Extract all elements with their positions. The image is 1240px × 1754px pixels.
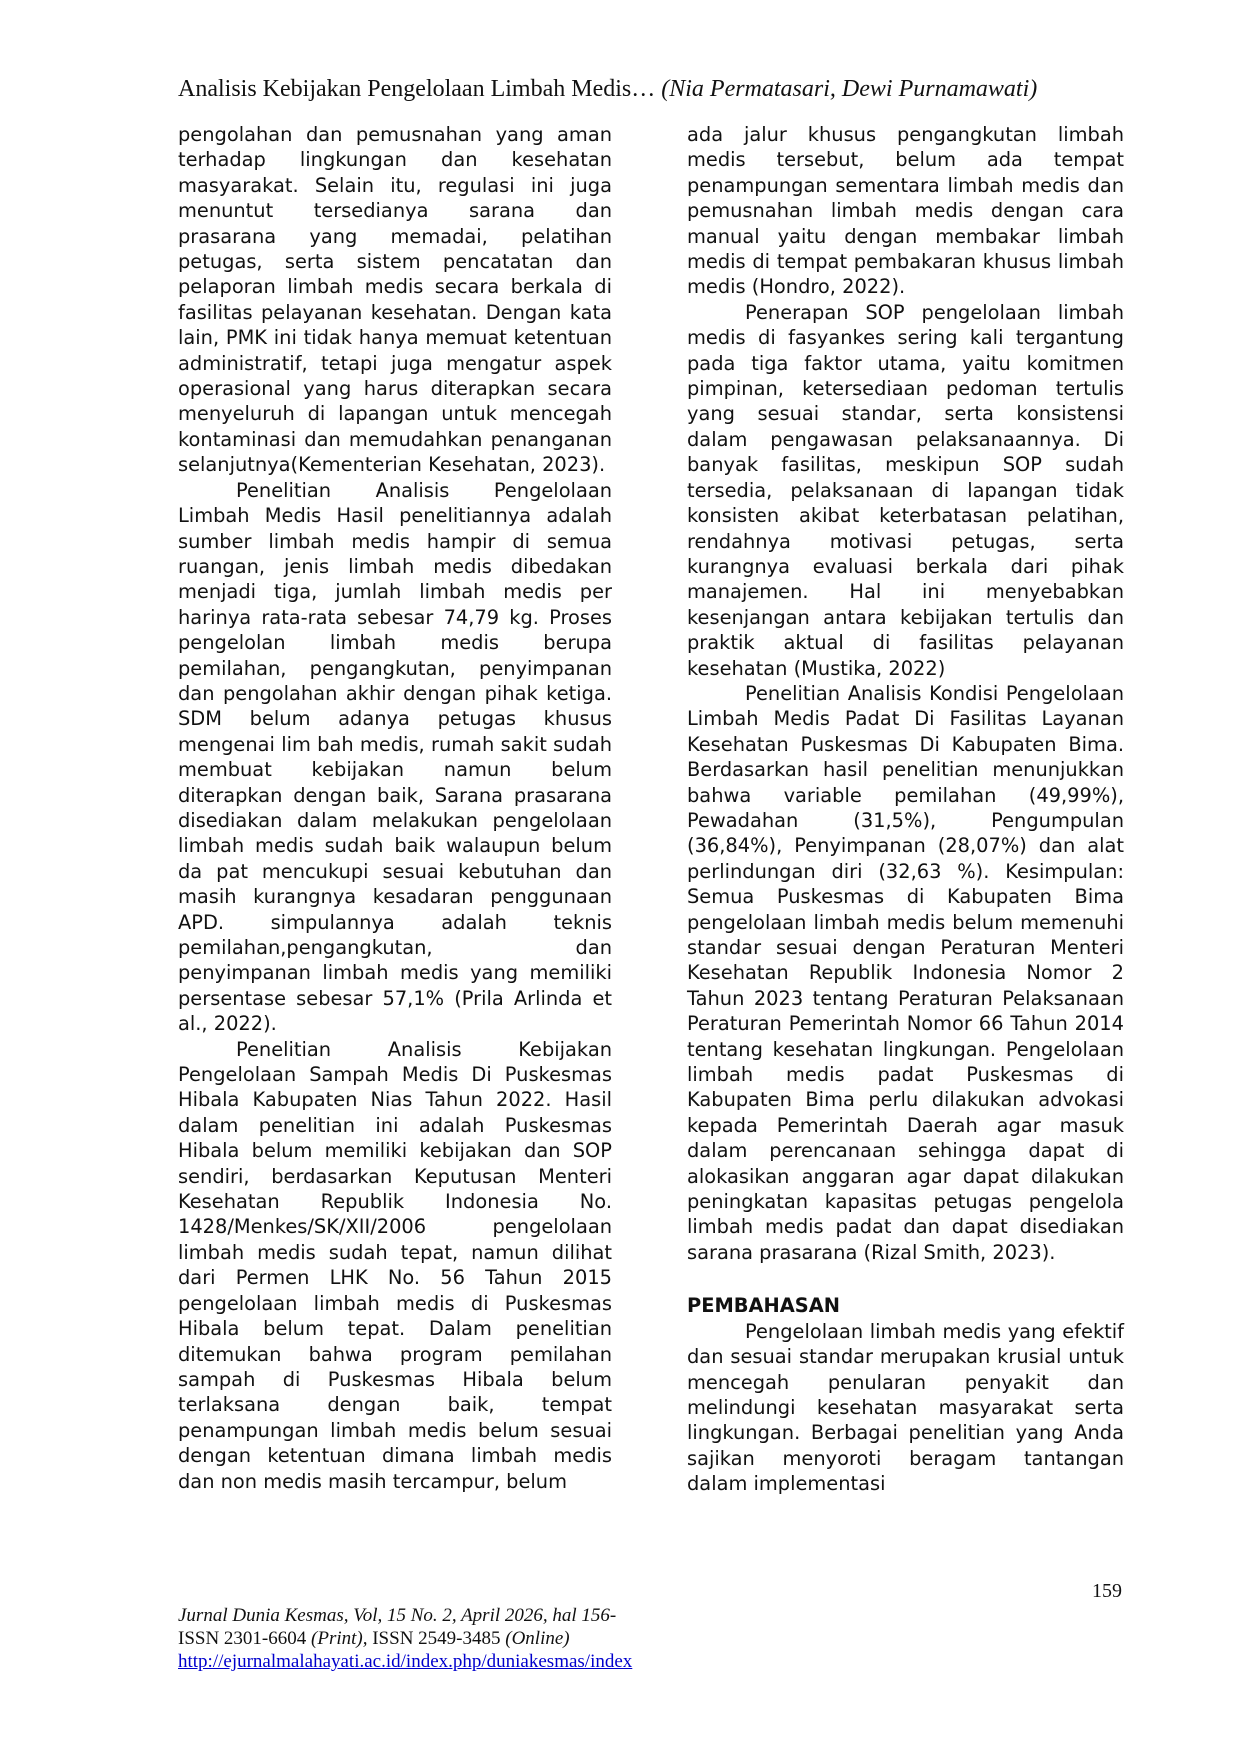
left-paragraph-1: pengolahan dan pemusnahan yang aman terhadap lingkungan dan kesehatan masyarakat. Selain itu, regulasi ini juga menuntut tersedianya sarana dan prasarana yang memadai, pelatihan petugas, serta sistem pencatatan dan pelaporan limbah medis secara berkala di fasilitas pelayanan kesehatan. Dengan kata lain, PMK ini tidak hanya memuat ketentuan administratif, tetapi juga mengatur aspek operasional yang harus diterapkan secara menyeluruh di lapangan untuk mencegah kontaminasi dan memudahkan penanganan selanjutnya(Kementerian Kesehatan, 2023). xyxy=(178,123,612,477)
right-paragraph-1: ada jalur khusus pengangkutan limbah medis tersebut, belum ada tempat penampungan sementara limbah medis dan pemusnahan limbah medis dengan cara manual yaitu dengan membakar limbah medis di tempat pembakaran khusus limbah medis (Hondro, 2022). xyxy=(687,123,1124,299)
running-head-title: Analisis Kebijakan Pengelolaan Limbah Medis… xyxy=(178,76,656,102)
right-paragraph-2: Penerapan SOP pengelolaan limbah medis di fasyankes sering kali tergantung pada tiga faktor utama, yaitu komitmen pimpinan, ketersediaan pedoman tertulis yang sesuai standar, serta konsistensi dalam pengawasan pelaksanaannya. Di banyak fasilitas, meskipun SOP sudah tersedia, pelaksanaan di lapangan tidak konsisten akibat keterbatasan pelatihan, rendahnya motivasi petugas, serta kurangnya evaluasi berkala dari pihak manajemen. Hal ini menyebabkan kesenjangan antara kebijakan tertulis dan praktik aktual di fasilitas pelayanan kesehatan (Mustika, 2022) xyxy=(687,300,1124,680)
footer-issn xyxy=(178,1627,878,1650)
running-head xyxy=(178,76,1128,103)
section-heading-pembahasan: PEMBAHASAN xyxy=(687,1294,840,1318)
right-paragraph-4: Pengelolaan limbah medis yang efektif dan sesuai standar merupakan krusial untuk mencegah penularan penyakit dan melindungi kesehatan masyarakat serta lingkungan. Berbagai penelitian yang Anda sajikan menyoroti beragam tantangan dalam implementasi xyxy=(687,1319,1124,1496)
running-head-authors: (Nia Permatasari, Dewi Purnamawati) xyxy=(661,76,1038,102)
left-paragraph-3: Penelitian Analisis Kebijakan Pengelolaan Sampah Medis Di Puskesmas Hibala Kabupaten Nias Tahun 2022. Hasil dalam penelitian ini adalah Puskesmas Hibala belum memiliki kebijakan dan SOP sendiri, berdasarkan Keputusan Menteri Kesehatan Republik Indonesia No. 1428/Menkes/SK/XII/2006 pengelolaan limbah medis sudah tepat, namun dilihat dari Permen LHK No. 56 Tahun 2015 pengelolaan limbah medis di Puskesmas Hibala belum tepat. Dalam penelitian ditemukan bahwa program pemilahan sampah di Puskesmas Hibala belum terlaksana dengan baik, tempat penampungan limbah medis belum sesuai dengan ketentuan dimana limbah medis dan non medis masih tercampur, belum xyxy=(178,1037,612,1493)
left-column xyxy=(178,122,612,1494)
footer xyxy=(178,1604,878,1673)
right-paragraph-3: Penelitian Analisis Kondisi Pengelolaan Limbah Medis Padat Di Fasilitas Layanan Kesehatan Puskesmas Di Kabupaten Bima. Berdasarkan hasil penelitian menunjukkan bahwa variable pemilahan (49,99%), Pewadahan (31,5%), Pengumpulan (36,84%), Penyimpanan (28,07%) dan alat perlindungan diri (32,63 %). Kesimpulan: Semua Puskesmas di Kabupaten Bima pengelolaan limbah medis belum memenuhi standar sesuai dengan Peraturan Menteri Kesehatan Republik Indonesia Nomor 2 Tahun 2023 tentang Peraturan Pelaksanaan Peraturan Pemerintah Nomor 66 Tahun 2014 tentang kesehatan lingkungan. Pengelolaan limbah medis padat Puskesmas di Kabupaten Bima perlu dilakukan advokasi kepada Pemerintah Daerah agar masuk dalam perencanaan sehingga dapat di alokasikan anggaran agar dapat dilakukan peningkatan kapasitas petugas pengelola limbah medis padat dan dapat disediakan sarana prasarana (Rizal Smith, 2023). xyxy=(687,681,1124,1264)
footer-journal-link[interactable]: http://ejurnalmalahayati.ac.id/index.php/duniakesmas/index xyxy=(178,1651,633,1672)
footer-online-label: (Online) xyxy=(505,1628,570,1649)
page-number: 159 xyxy=(1092,1580,1122,1602)
left-paragraph-2: Penelitian Analisis Pengelolaan Limbah Medis Hasil penelitiannya adalah sumber limbah medis hampir di semua ruangan, jenis limbah medis dibedakan menjadi tiga, jumlah limbah medis per harinya rata-rata sebesar 74,79 kg. Proses pengelolan limbah medis berupa pemilahan, pengangkutan, penyimpanan dan pengolahan akhir dengan pihak ketiga. SDM belum adanya petugas khusus mengenai lim bah medis, rumah sakit sudah membuat kebijakan namun belum diterapkan dengan baik, Sarana prasarana disediakan dalam melakukan pengelolaan limbah medis sudah baik walaupun belum da pat mencukupi sesuai kebutuhan dan masih kurangnya kesadaran penggunaan APD. simpulannya adalah teknis pemilahan,pengangkutan, dan penyimpanan limbah medis yang memiliki persentase sebesar 57,1% (Prila Arlinda et al., 2022). xyxy=(178,478,612,1036)
footer-journal: Jurnal Dunia Kesmas, Vol, 15 No. 2, April 2026, hal 156- xyxy=(178,1605,617,1626)
footer-issn-print: ISSN 2301-6604 xyxy=(178,1628,307,1649)
footer-issn-online: ISSN 2549-3485 xyxy=(372,1628,501,1649)
right-column xyxy=(687,122,1124,1497)
footer-print-label: (Print), xyxy=(311,1628,368,1649)
